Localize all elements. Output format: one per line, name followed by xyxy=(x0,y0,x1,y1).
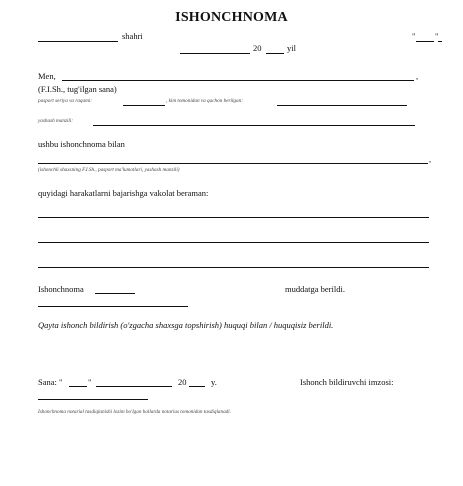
authority-label: quyidagi harakatlarni bajarishga vakolat beraman: xyxy=(38,188,209,198)
authority-blank-3 xyxy=(38,267,429,268)
trust-label: ushbu ishonchnoma bilan xyxy=(38,139,125,149)
sana-year-blank xyxy=(189,386,205,387)
authority-blank-2 xyxy=(38,242,429,243)
trustee-blank xyxy=(38,163,428,164)
sana-year-prefix: 20 xyxy=(178,377,187,387)
footer-note: Ishonchnoma notarial tasdiqlanishi lozim bo'lgan hollarda notarius tomonidan tasdiqlanadi. xyxy=(38,409,232,415)
document-title: ISHONCHNOMA xyxy=(175,10,288,25)
passport-label: pasport seriya va raqami: xyxy=(38,98,93,104)
validity-label: Ishonchnoma xyxy=(38,284,84,294)
signer-label: Ishonch bildiruvchi imzosi: xyxy=(300,377,394,387)
men-label: Men, xyxy=(38,71,56,81)
delegation-text: Qayta ishonch bildirish (o'zgacha shaxsga topshirish) huquqi bilan / huquqisiz berildi. xyxy=(38,320,334,330)
city-blank xyxy=(38,41,118,42)
signature-blank xyxy=(38,399,148,400)
issued-by-blank xyxy=(277,105,407,106)
passport-blank xyxy=(123,105,165,106)
sana-quote-close: " xyxy=(88,377,92,387)
trustee-caption: (ishonchli shaxsning F.I.Sh., pasport ma'lumotlari, yashash manzili) xyxy=(38,167,180,173)
sana-year-suffix: y. xyxy=(211,377,217,387)
fish-label: (F.I.Sh., tug'ilgan sana) xyxy=(38,84,117,94)
date-quote-close: " xyxy=(435,31,439,41)
year-blank xyxy=(266,53,284,54)
month-blank-edge xyxy=(438,41,442,42)
year-suffix: yil xyxy=(287,43,296,53)
city-label: shahri xyxy=(122,31,143,41)
issued-by-label: , kim tomonidan va qachon berilgan: xyxy=(166,98,243,104)
sana-month-blank xyxy=(96,386,172,387)
authority-blank-1 xyxy=(38,217,429,218)
sana-label: Sana: " xyxy=(38,377,63,387)
sana-day-blank xyxy=(69,386,87,387)
validity-extra-blank xyxy=(38,306,188,307)
address-blank xyxy=(93,125,415,126)
year-prefix: 20 xyxy=(253,43,262,53)
men-end-mark: , xyxy=(416,71,419,81)
day-blank xyxy=(416,41,434,42)
trust-end-mark: , xyxy=(429,154,432,164)
validity-suffix: muddatga berildi. xyxy=(285,284,345,294)
month-blank xyxy=(180,53,250,54)
date-quote-open: " xyxy=(412,31,416,41)
validity-blank xyxy=(95,293,135,294)
name-blank xyxy=(62,80,414,81)
address-label: yashash manzili: xyxy=(38,118,74,124)
